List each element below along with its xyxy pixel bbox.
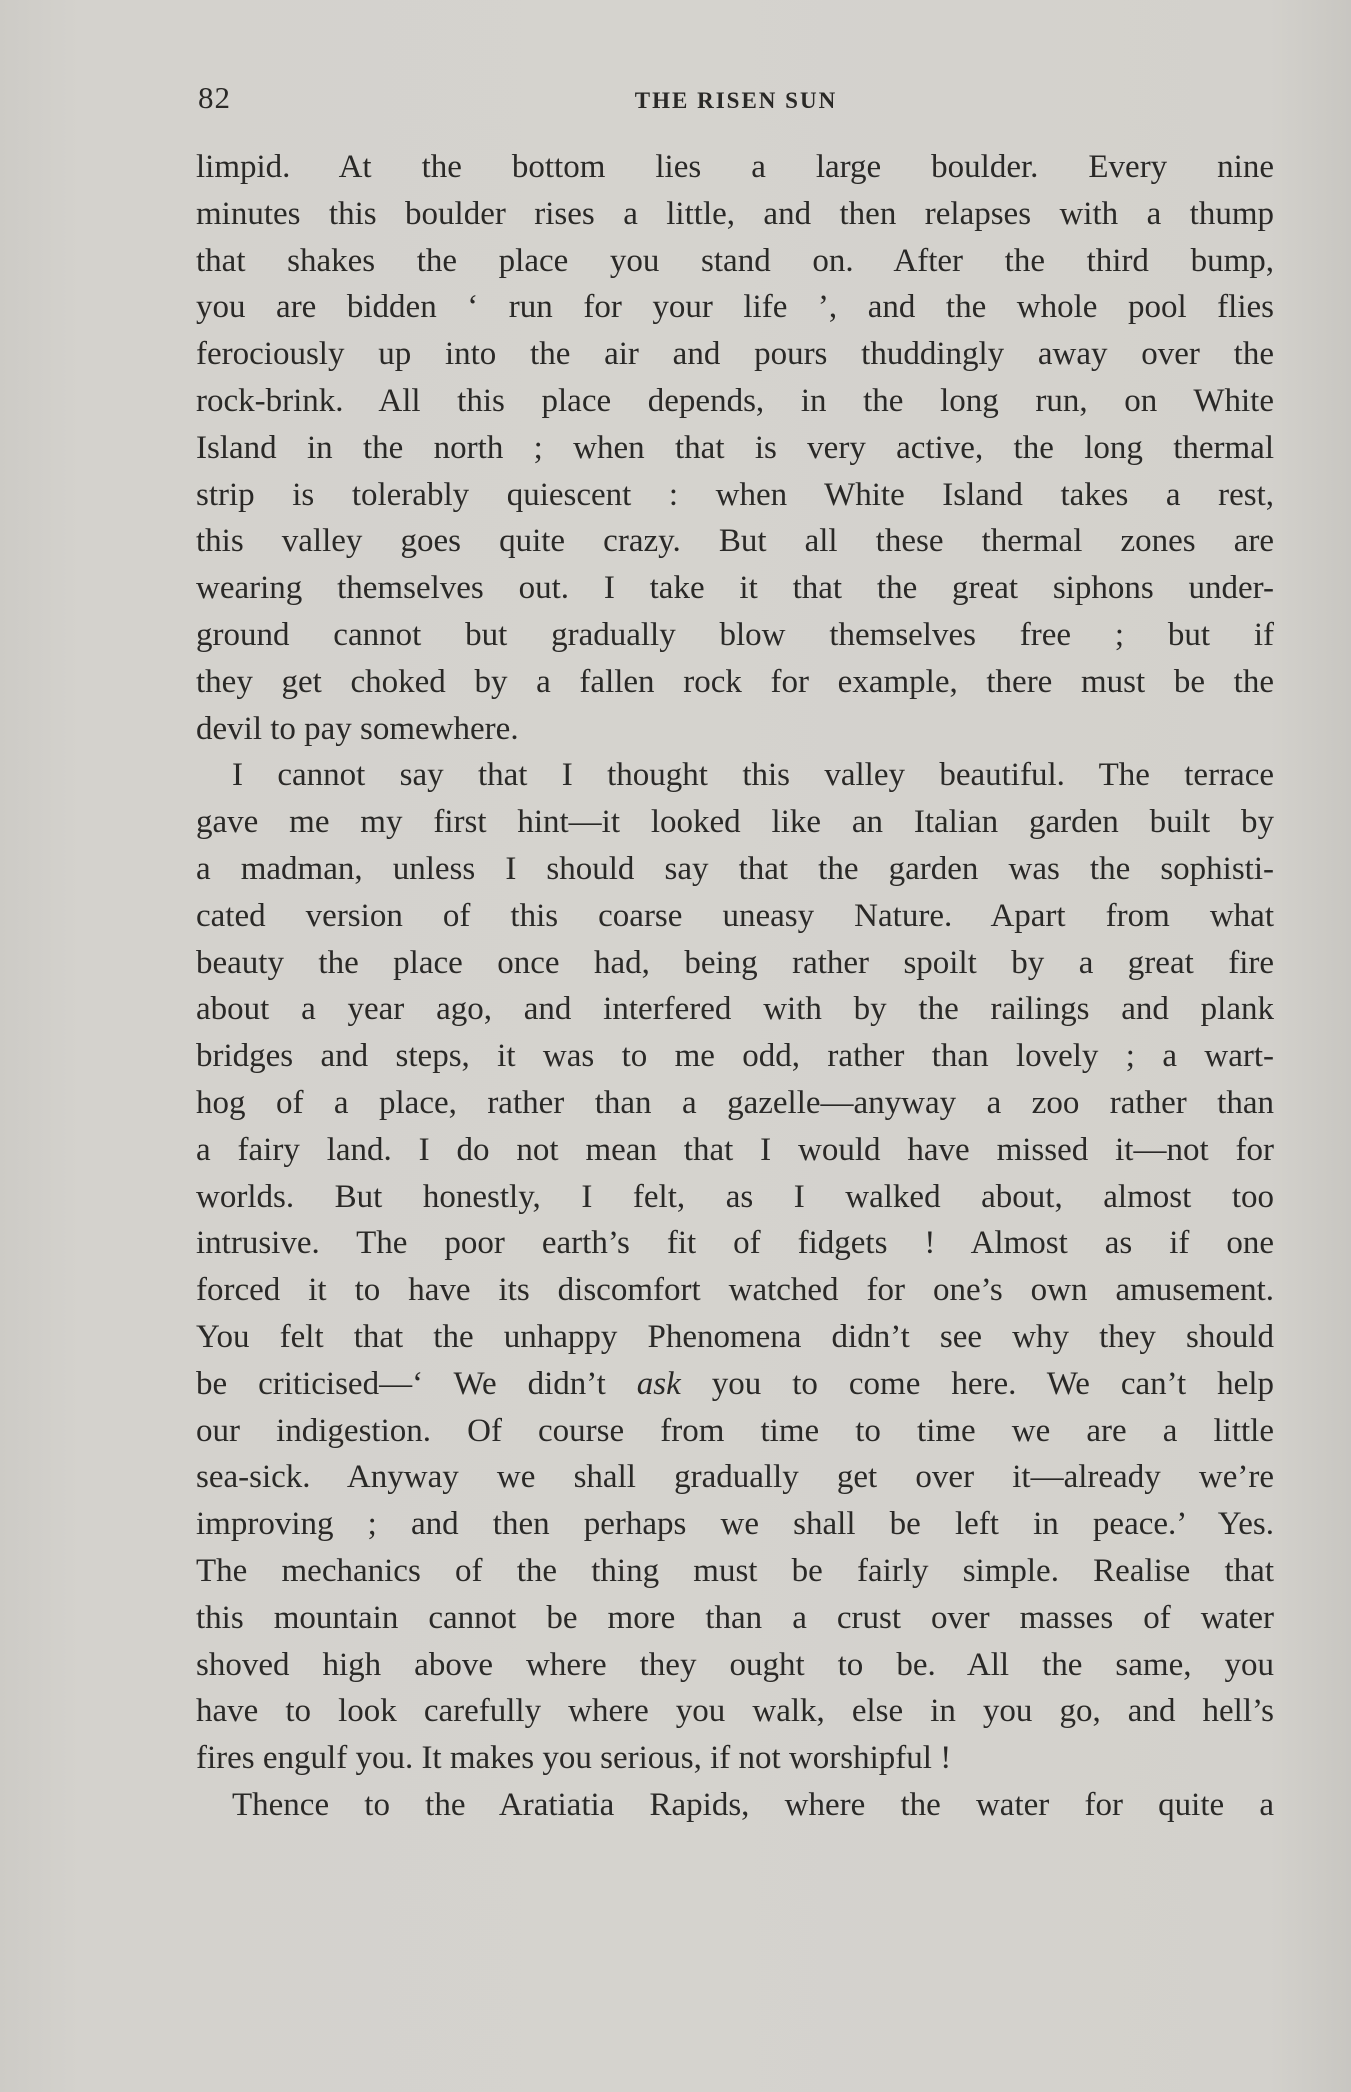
page-number: 82 xyxy=(198,80,231,115)
text-line: have to look carefully where you walk, else in you go, and hell’s xyxy=(196,1693,1274,1730)
text-line: The mechanics of the thing must be fairly simple. Realise that xyxy=(196,1552,1274,1589)
paragraph-first-line: Thence to the Aratiatia Rapids, where the water for quite a xyxy=(232,1786,1274,1823)
text-line: this mountain cannot be more than a crust over masses of water xyxy=(196,1599,1274,1636)
text-line: limpid. At the bottom lies a large boulder. Every nine xyxy=(196,149,1274,185)
text-line-with-emphasis xyxy=(196,1361,1274,1408)
text-line: minutes this boulder rises a little, and then relapses with a thump xyxy=(196,195,1274,232)
text-line: this valley goes quite crazy. But all these thermal zones are xyxy=(196,523,1274,560)
text-line: sea-sick. Anyway we shall gradually get over it—already we’re xyxy=(196,1459,1274,1496)
text-line: beauty the place once had, being rather spoilt by a great fire xyxy=(196,944,1274,981)
line-segment: you to come here. We can’t help xyxy=(680,1365,1275,1402)
text-line: cated version of this coarse uneasy Nature. Apart from what xyxy=(196,897,1274,934)
running-title: THE RISEN SUN xyxy=(634,88,838,113)
text-line: a madman, unless I should say that the garden was the sophisti- xyxy=(196,850,1274,887)
text-line: rock-brink. All this place depends, in the long run, on White xyxy=(196,382,1274,419)
text-line: a fairy land. I do not mean that I would have missed it—not for xyxy=(196,1131,1274,1168)
text-line: improving ; and then perhaps we shall be left in peace.’ Yes. xyxy=(196,1506,1274,1543)
line-segment: be criticised—‘ We didn’t xyxy=(196,1365,637,1402)
text-line: bridges and steps, it was to me odd, rather than lovely ; a wart- xyxy=(196,1038,1274,1075)
emphasized-word: ask xyxy=(636,1365,681,1402)
paragraph-end-line: fires engulf you. It makes you serious, if not worshipful ! xyxy=(196,1740,952,1777)
text-line: you are bidden ‘ run for your life ’, and the whole pool flies xyxy=(196,289,1274,326)
paragraph-first-line: I cannot say that I thought this valley beautiful. The terrace xyxy=(232,757,1274,794)
text-line: strip is tolerably quiescent : when White Island takes a rest, xyxy=(196,476,1274,513)
paragraph-end-line: devil to pay somewhere. xyxy=(196,710,519,747)
text-line: ground cannot but gradually blow themselves free ; but if xyxy=(196,616,1274,653)
text-line: they get choked by a fallen rock for example, there must be the xyxy=(196,663,1274,700)
text-line: intrusive. The poor earth’s fit of fidgets ! Almost as if one xyxy=(196,1225,1274,1262)
text-line: our indigestion. Of course from time to time we are a little xyxy=(196,1412,1274,1449)
text-line: ferociously up into the air and pours thuddingly away over the xyxy=(196,336,1274,373)
text-line: worlds. But honestly, I felt, as I walked about, almost too xyxy=(196,1178,1274,1215)
text-line: about a year ago, and interfered with by the railings and plank xyxy=(196,991,1274,1028)
text-line: forced it to have its discomfort watched for one’s own amusement. xyxy=(196,1272,1274,1309)
body-text xyxy=(196,144,1274,1829)
text-line: hog of a place, rather than a gazelle—anyway a zoo rather than xyxy=(196,1084,1274,1121)
text-line: gave me my first hint—it looked like an Italian garden built by xyxy=(196,804,1274,841)
text-line: shoved high above where they ought to be. All the same, you xyxy=(196,1646,1274,1683)
running-head xyxy=(198,80,1274,120)
text-line: that shakes the place you stand on. After the third bump, xyxy=(196,242,1274,279)
text-line: You felt that the unhappy Phenomena didn’t see why they should xyxy=(196,1318,1274,1355)
text-line: Island in the north ; when that is very active, the long thermal xyxy=(196,429,1274,466)
text-line: wearing themselves out. I take it that the great siphons under- xyxy=(196,570,1274,607)
